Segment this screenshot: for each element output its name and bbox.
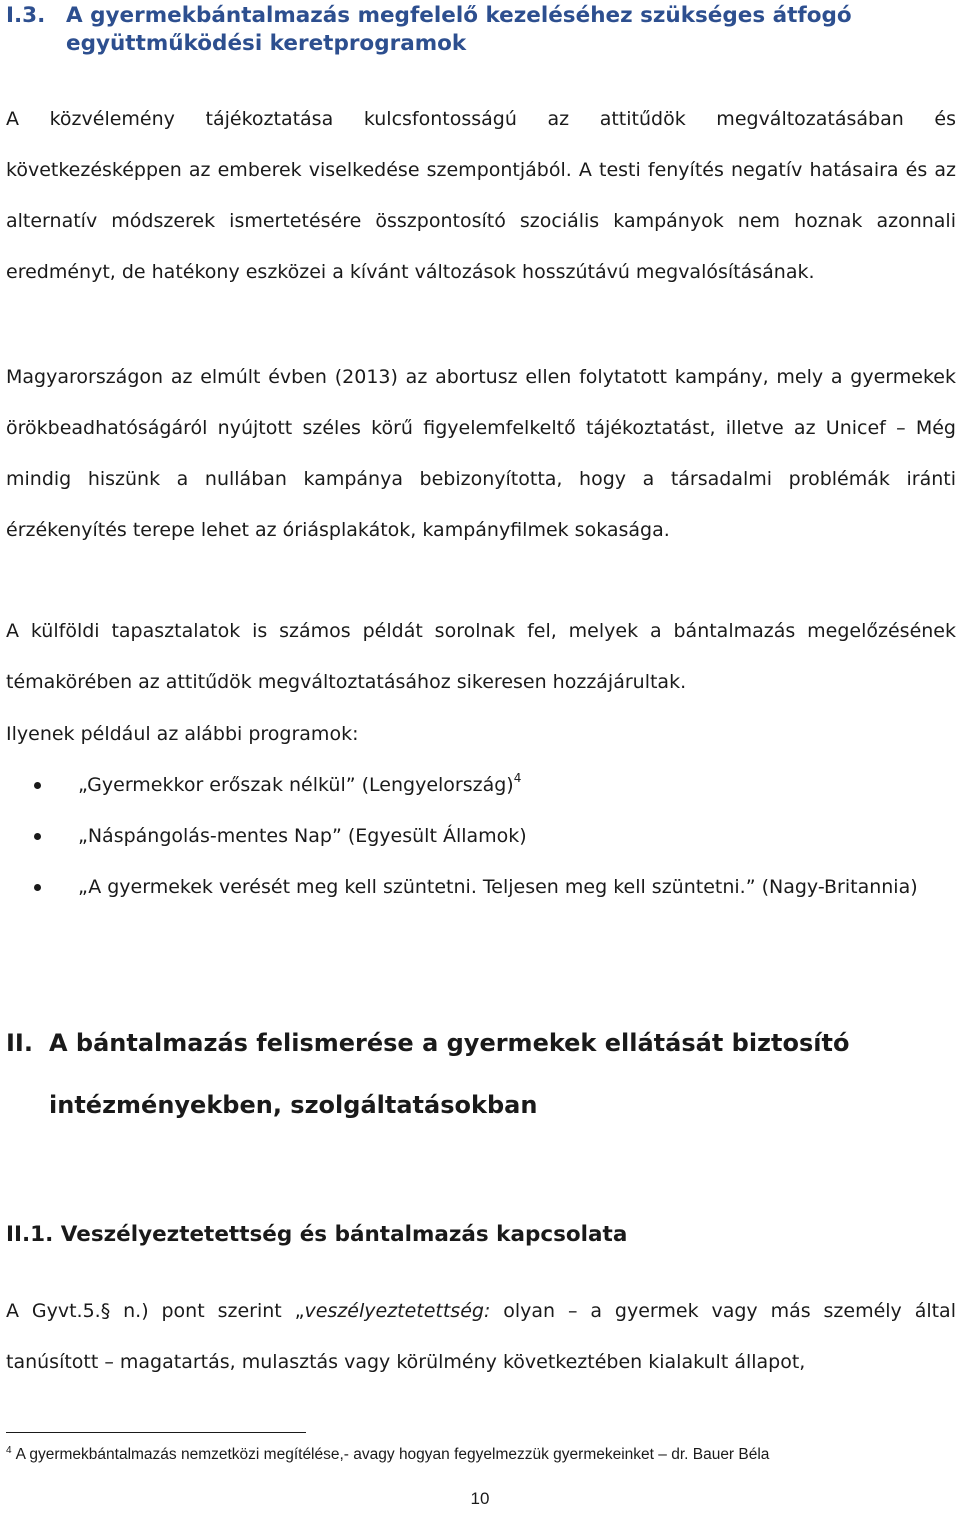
program-list xyxy=(6,760,956,913)
chapter-number: II. xyxy=(6,1029,33,1057)
paragraph-hungarian-campaigns: Magyarországon az elmúlt évben (2013) az abortusz ellen folytatott kampány, mely a gyermekek örökbeadhatóságáról nyújtott széles körű figyelemfelkeltő tájékoztatást, illetve az Unicef – Még mindig hiszünk a nullában kampánya bebizonyította, hogy a társadalmi problémák iránti érzékenyítés terepe lehet az óriásplakátok, kampányfilmek sokasága. xyxy=(6,366,956,541)
program-text: „A gyermekek verését meg kell szüntetni. Teljesen meg kell szüntetni.” (Nagy-Britannia) xyxy=(78,876,918,898)
paragraph-public-awareness: A közvélemény tájékoztatása kulcsfontosságú az attitűdök megváltozatásában és következésképpen az emberek viselkedése szempontjából. A testi fenyítés negatív hatásaira és az alternatív módszerek ismertetésére összpontosító szociális kampányok nem hoznak azonnali eredményt, de hatékony eszközei a kívánt változások hosszútávú megvalósításának. xyxy=(6,108,956,283)
bullet-icon xyxy=(34,833,41,840)
bullet-icon xyxy=(34,782,41,789)
footnote xyxy=(6,1444,956,1466)
definition-term: veszélyeztetettség: xyxy=(304,1300,491,1322)
section-title: A gyermekbántalmazás megfelelő kezeléséhez szükséges átfogó együttműködési keretprogramok xyxy=(66,3,852,56)
paragraph-programs-intro: Ilyenek például az alábbi programok: xyxy=(6,723,359,745)
program-list-item xyxy=(6,811,956,862)
footnote-number: 4 xyxy=(6,1445,12,1456)
paragraph-definition xyxy=(6,1286,956,1388)
section-number: I.3. xyxy=(6,3,46,28)
chapter-heading-ii xyxy=(6,1012,946,1136)
definition-lead: A Gyvt.5.§ n.) pont szerint „ xyxy=(6,1300,305,1322)
section-heading-i3 xyxy=(6,2,946,58)
definition-body: olyan – a gyermek vagy más személy által tanúsított – magatartás, mulasztás vagy körülmény következtében kialakult állapot, xyxy=(6,1300,956,1373)
program-list-item xyxy=(6,760,956,811)
program-text: „Náspángolás-mentes Nap” (Egyesült Államok) xyxy=(78,825,527,847)
footnote-separator xyxy=(6,1432,306,1433)
chapter-title: A bántalmazás felismerése a gyermekek ellátását biztosító intézményekben, szolgáltatásokban xyxy=(49,1029,850,1119)
footnote-reference[interactable]: 4 xyxy=(513,771,522,785)
footnote-text: A gyermekbántalmazás nemzetközi megítélése,- avagy hogyan fegyelmezzük gyermekeinket – dr. Bauer Béla xyxy=(15,1446,770,1463)
program-text: „Gyermekkor erőszak nélkül” (Lengyelország) xyxy=(78,774,514,796)
program-list-item xyxy=(6,862,956,913)
bullet-icon xyxy=(34,884,41,891)
section-heading-ii1: II.1. Veszélyeztetettség és bántalmazás kapcsolata xyxy=(6,1222,628,1247)
paragraph-foreign-experience: A külföldi tapasztalatok is számos példát sorolnak fel, melyek a bántalmazás megelőzésének témakörében az attitűdök megváltoztatásához sikeresen hozzájárultak. xyxy=(6,620,956,693)
page-number: 10 xyxy=(470,1489,490,1508)
